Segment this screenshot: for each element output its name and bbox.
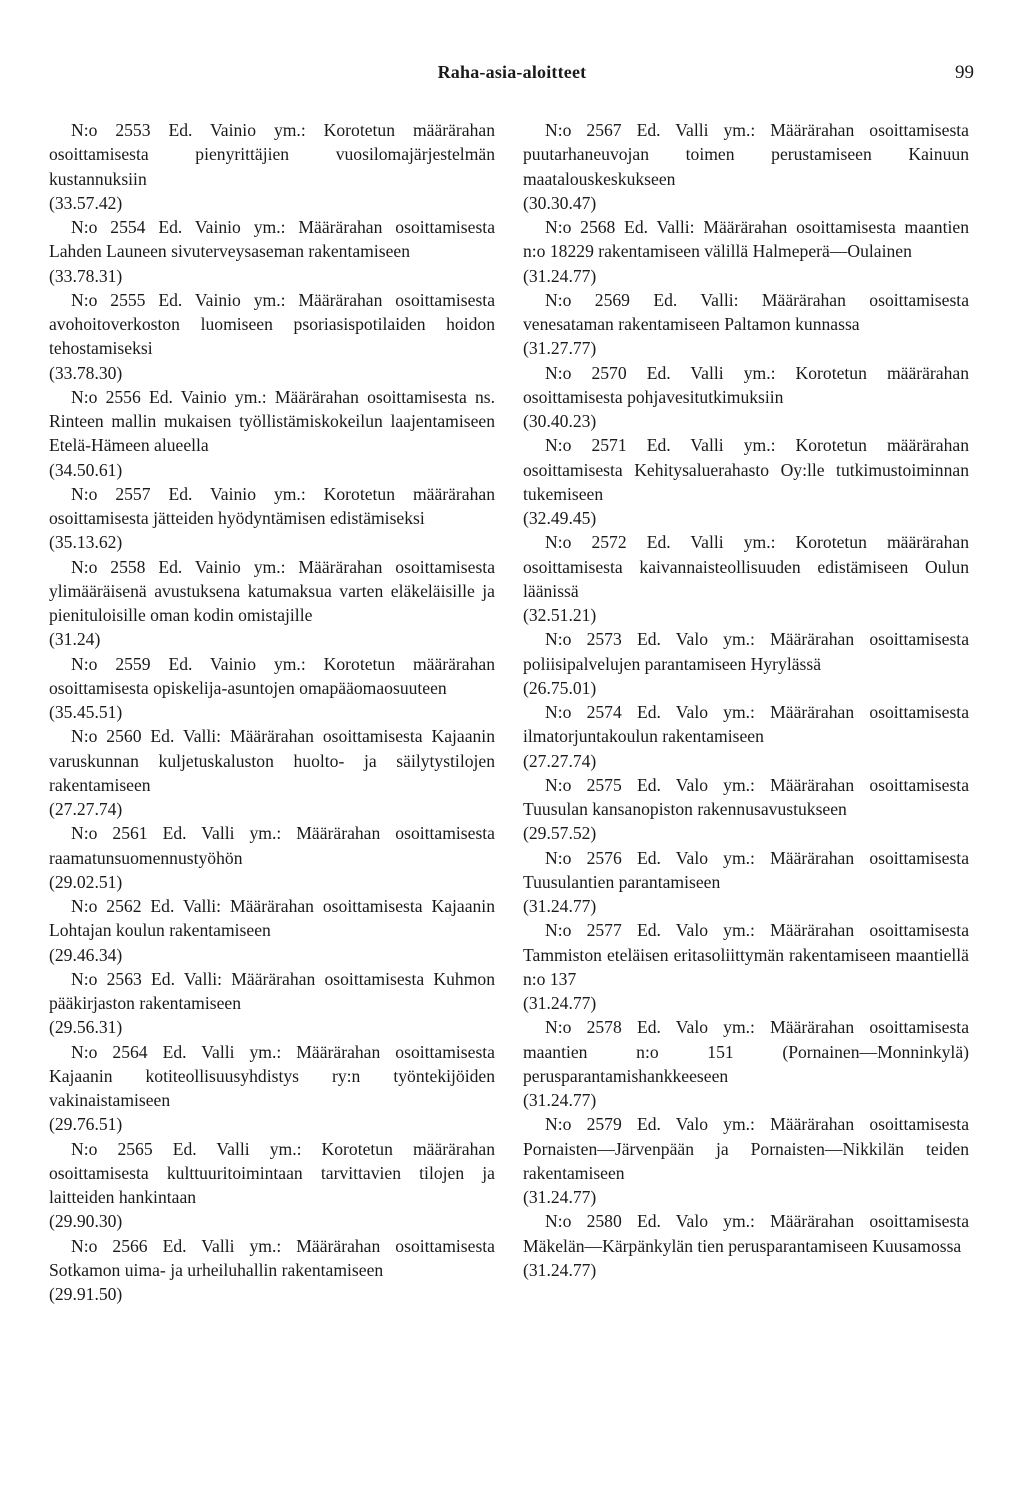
motion-entry: [523, 1209, 969, 1282]
motion-title: N:o 2569 Ed. Valli: Määrärahan osoittamisesta venesataman rakentamiseen Paltamon kunnassa: [523, 289, 969, 334]
budget-code: (31.24.77): [523, 1090, 597, 1110]
running-title: Raha-asia-aloitteet: [437, 62, 587, 82]
budget-code: (31.24): [49, 629, 101, 650]
motion-title: N:o 2579 Ed. Valo ym.: Määrärahan osoittamisesta Pornaisten—Järvenpään ja Pornaisten—Nikkilän teiden rakentamiseen: [523, 1114, 969, 1183]
motion-title: N:o 2575 Ed. Valo ym.: Määrärahan osoittamisesta Tuusulan kansanopiston rakennusavustukseen: [523, 774, 969, 819]
motion-title: N:o 2554 Ed. Vainio ym.: Määrärahan osoittamisesta Lahden Launeen sivuterveysaseman rakentamiseen: [49, 217, 495, 262]
budget-code: (33.78.30): [49, 362, 123, 383]
motion-title: N:o 2576 Ed. Valo ym.: Määrärahan osoittamisesta Tuusulantien parantamiseen: [523, 847, 969, 892]
budget-code: (35.45.51): [49, 702, 123, 722]
motion-entry: [49, 482, 495, 555]
motion-entry: [49, 1137, 495, 1234]
motion-entry: [49, 118, 495, 215]
motion-title: N:o 2568 Ed. Valli: Määrärahan osoittamisesta maantien n:o 18229 rakentamiseen välillä Halmeperä—Oulainen: [523, 217, 969, 262]
budget-code: (32.51.21): [523, 605, 597, 625]
budget-code: (31.24.77): [523, 1187, 597, 1207]
budget-code: (30.40.23): [523, 411, 597, 431]
motion-entry: [49, 1040, 495, 1137]
motion-title: N:o 2559 Ed. Vainio ym.: Korotetun määrärahan osoittamisesta opiskelija-asuntojen omapääomaosuuteen: [49, 653, 495, 698]
budget-code: (29.56.31): [49, 1017, 123, 1038]
motion-entry: [523, 530, 969, 627]
motion-entry: [49, 288, 495, 385]
motion-title: N:o 2558 Ed. Vainio ym.: Määrärahan osoittamisesta ylimääräisenä avustuksena katumaksua varten eläkeläisille ja pienituloisille oman kodin omistajille: [49, 556, 495, 625]
budget-code: (29.90.30): [49, 1211, 123, 1232]
budget-code: (34.50.61): [49, 459, 123, 480]
motion-entry: [523, 288, 969, 361]
motion-entry: [523, 773, 969, 846]
motion-title: N:o 2566 Ed. Valli ym.: Määrärahan osoittamisesta Sotkamon uima- ja urheiluhallin rakentamiseen: [49, 1235, 495, 1280]
motion-title: N:o 2567 Ed. Valli ym.: Määrärahan osoittamisesta puutarhaneuvojan toimen perustamiseen Kainuun maatalouskeskukseen: [523, 120, 969, 189]
motion-entry: [523, 846, 969, 919]
motion-title: N:o 2577 Ed. Valo ym.: Määrärahan osoittamisesta Tammiston eteläisen eritasoliittymän rakentamiseen maantiellä n:o 137: [523, 920, 969, 989]
motion-entry: [523, 1015, 969, 1112]
motion-entry: [523, 361, 969, 434]
motion-entry: [49, 894, 495, 967]
budget-code: (31.24.77): [523, 896, 597, 916]
motion-entry: [49, 385, 495, 482]
motion-title: N:o 2553 Ed. Vainio ym.: Korotetun määrärahan osoittamisesta pienyrittäjien vuosilomajärjestelmän kustannuksiin: [49, 120, 495, 189]
budget-code: (30.30.47): [523, 192, 597, 213]
motion-entry: [523, 433, 969, 530]
budget-code: (29.76.51): [49, 1114, 123, 1135]
motion-entry: [523, 215, 969, 288]
motion-entry: [49, 1234, 495, 1307]
motion-entry: [49, 967, 495, 1040]
motion-entry: [523, 700, 969, 773]
budget-code: (33.78.31): [49, 265, 123, 286]
page-number: 99: [955, 62, 974, 83]
budget-code: (26.75.01): [523, 677, 597, 698]
budget-code: (31.24.77): [523, 993, 597, 1013]
left-column: [49, 118, 495, 1306]
motion-title: N:o 2561 Ed. Valli ym.: Määrärahan osoittamisesta raamatunsuomennustyöhön: [49, 823, 495, 868]
budget-code: (27.27.74): [49, 799, 123, 819]
motion-title: N:o 2563 Ed. Valli: Määrärahan osoittamisesta Kuhmon pääkirjaston rakentamiseen: [49, 968, 495, 1013]
motion-title: N:o 2578 Ed. Valo ym.: Määrärahan osoittamisesta maantien n:o 151 (Pornainen—Monninkylä) perusparantamishankkeeseen: [523, 1017, 969, 1086]
budget-code: (32.49.45): [523, 508, 597, 528]
motion-title: N:o 2562 Ed. Valli: Määrärahan osoittamisesta Kajaanin Lohtajan koulun rakentamiseen: [49, 896, 495, 941]
budget-code: (33.57.42): [49, 192, 123, 213]
motion-entry: [49, 215, 495, 288]
motion-entry: [523, 627, 969, 700]
budget-code: (35.13.62): [49, 532, 123, 553]
motion-entry: [523, 118, 969, 215]
motion-entry: [49, 652, 495, 725]
budget-code: (31.24.77): [523, 1259, 597, 1280]
budget-code: (27.27.74): [523, 750, 597, 771]
motion-title: N:o 2565 Ed. Valli ym.: Korotetun määrärahan osoittamisesta kulttuuritoimintaan tarvittavien tilojen ja laitteiden hankintaan: [49, 1138, 495, 1207]
motion-entry: [49, 821, 495, 894]
budget-code: (29.02.51): [49, 871, 123, 892]
motion-title: N:o 2556 Ed. Vainio ym.: Määrärahan osoittamisesta ns. Rinteen mallin mukaisen työllistämiskokeilun laajentamiseen Etelä-Hämeen alueella: [49, 386, 495, 456]
budget-code: (29.91.50): [49, 1284, 123, 1304]
motion-title: N:o 2564 Ed. Valli ym.: Määrärahan osoittamisesta Kajaanin kotiteollisuusyhdistys ry:n työntekijöiden vakinaistamiseen: [49, 1041, 495, 1110]
motion-entry: [49, 555, 495, 652]
motion-title: N:o 2572 Ed. Valli ym.: Korotetun määrärahan osoittamisesta kaivannaisteollisuuden edistämiseen Oulun läänissä: [523, 532, 969, 601]
motion-title: N:o 2574 Ed. Valo ym.: Määrärahan osoittamisesta ilmatorjuntakoulun rakentamiseen: [523, 702, 969, 747]
budget-code: (29.57.52): [523, 823, 597, 844]
motion-entry: [523, 1112, 969, 1209]
budget-code: (31.27.77): [523, 338, 597, 359]
motion-title: N:o 2555 Ed. Vainio ym.: Määrärahan osoittamisesta avohoitoverkoston luomiseen psoriasispotilaiden hoidon tehostamiseksi: [49, 289, 495, 359]
motion-title: N:o 2557 Ed. Vainio ym.: Korotetun määrärahan osoittamisesta jätteiden hyödyntämisen edistämiseksi: [49, 483, 495, 528]
budget-code: (29.46.34): [49, 944, 123, 965]
motion-title: N:o 2571 Ed. Valli ym.: Korotetun määrärahan osoittamisesta Kehitysaluerahasto Oy:lle tutkimustoiminnan tukemiseen: [523, 435, 969, 504]
budget-code: (31.24.77): [523, 265, 597, 286]
motion-entry: [49, 724, 495, 821]
motion-title: N:o 2570 Ed. Valli ym.: Korotetun määrärahan osoittamisesta pohjavesitutkimuksiin: [523, 362, 969, 407]
motion-title: N:o 2573 Ed. Valo ym.: Määrärahan osoittamisesta poliisipalvelujen parantamiseen Hyrylässä: [523, 629, 969, 674]
right-column: [523, 118, 969, 1282]
motion-entry: [523, 918, 969, 1015]
motion-title: N:o 2560 Ed. Valli: Määrärahan osoittamisesta Kajaanin varuskunnan kuljetuskaluston huolto- ja säilytystilojen rakentamiseen: [49, 726, 495, 795]
motion-title: N:o 2580 Ed. Valo ym.: Määrärahan osoittamisesta Mäkelän—Kärpänkylän tien perusparantamiseen Kuusamossa: [523, 1211, 969, 1256]
